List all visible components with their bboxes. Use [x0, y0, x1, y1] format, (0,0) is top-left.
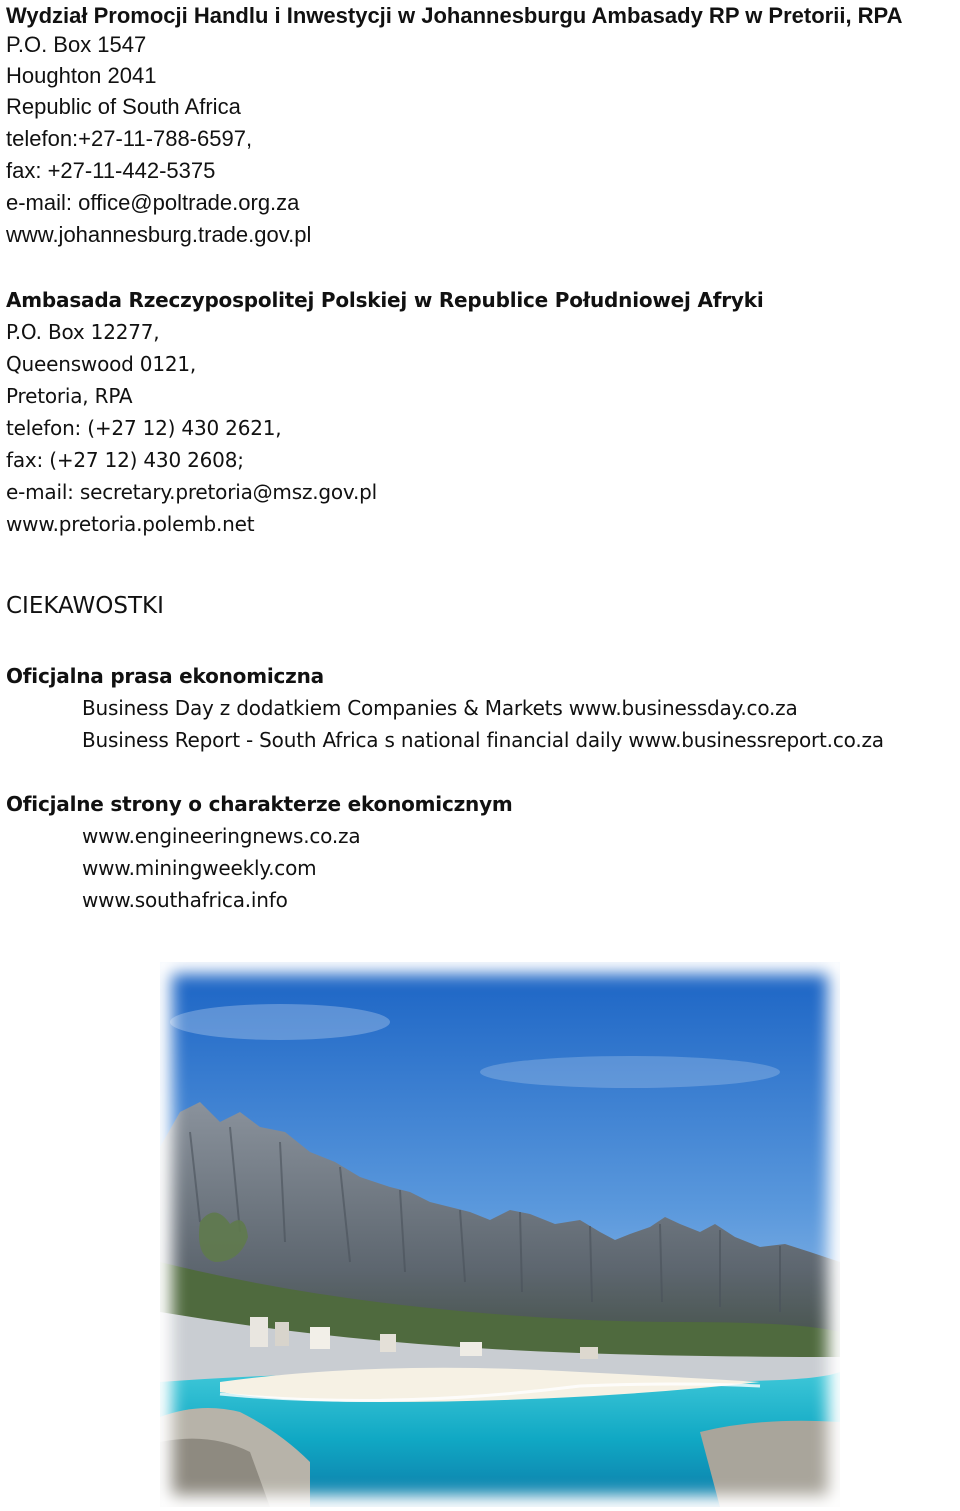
site-link[interactable]: www.miningweekly.com: [82, 856, 317, 880]
phone-line: telefon:+27-11-788-6597,: [6, 126, 253, 151]
website-link[interactable]: www.pretoria.polemb.net: [6, 512, 255, 536]
phone-line: telefon: (+27 12) 430 2621,: [6, 416, 282, 440]
site-link[interactable]: www.engineeringnews.co.za: [82, 824, 361, 848]
coastline-photo: [160, 962, 840, 1507]
site-link[interactable]: www.southafrica.info: [82, 888, 288, 912]
address-line: P.O. Box 1547: [6, 32, 147, 57]
email-line: e-mail: secretary.pretoria@msz.gov.pl: [6, 480, 378, 504]
sites-heading: Oficjalne strony o charakterze ekonomicznym: [6, 792, 513, 816]
address-line: Pretoria, RPA: [6, 384, 133, 408]
address-line: Queenswood 0121,: [6, 352, 197, 376]
website-link[interactable]: www.johannesburg.trade.gov.pl: [6, 222, 312, 247]
address-line: P.O. Box 12277,: [6, 320, 160, 344]
embassy-title: Ambasada Rzeczypospolitej Polskiej w Republice Południowej Afryki: [6, 288, 764, 312]
press-heading: Oficjalna prasa ekonomiczna: [6, 664, 324, 688]
fax-line: fax: (+27 12) 430 2608;: [6, 448, 244, 472]
email-line: e-mail: office@poltrade.org.za: [6, 190, 300, 215]
curiosities-heading: CIEKAWOSTKI: [6, 593, 164, 619]
press-item: Business Day z dodatkiem Companies & Markets www.businessday.co.za: [82, 696, 798, 720]
address-line: Houghton 2041: [6, 63, 157, 88]
address-line: Republic of South Africa: [6, 94, 241, 119]
press-item: Business Report - South Africa s national financial daily www.businessreport.co.za: [82, 728, 884, 752]
trade-office-title: Wydział Promocji Handlu i Inwestycji w Johannesburgu Ambasady RP w Pretorii, RPA: [6, 3, 903, 28]
fax-line: fax: +27-11-442-5375: [6, 158, 216, 183]
